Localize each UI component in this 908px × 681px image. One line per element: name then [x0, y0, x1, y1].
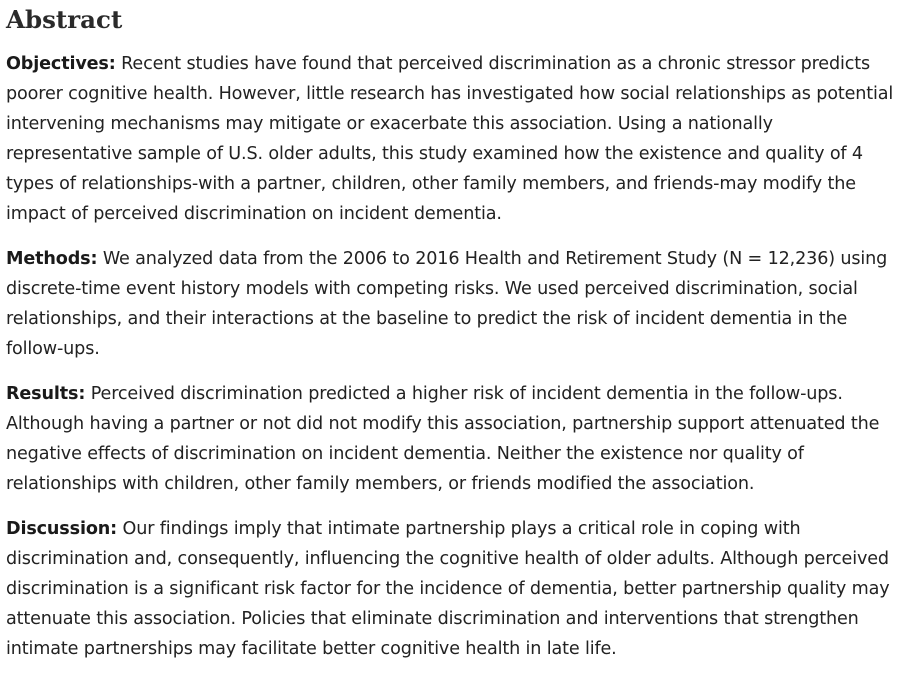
section-text-methods: We analyzed data from the 2006 to 2016 Health and Retirement Study (N = 12,236) using discrete-time event history models with competing risks. We used perceived discrimination, social relationships, and their interactions at the baseline to predict the risk of incident dementia in the follow-ups.	[6, 249, 888, 359]
section-text-objectives: Recent studies have found that perceived discrimination as a chronic stressor predicts poorer cognitive health. However, little research has investigated how social relationships as potential intervening mechanisms may mitigate or exacerbate this association. Using a nationally representative sample of U.S. older adults, this study examined how the existence and quality of 4 types of relationships-with a partner, children, other family members, and friends-may modify the impact of perceived discrimination on incident dementia.	[6, 54, 894, 224]
section-methods	[6, 244, 902, 364]
section-label-discussion: Discussion:	[6, 519, 118, 539]
section-text-discussion: Our findings imply that intimate partnership plays a critical role in coping with discrimination and, consequently, influencing the cognitive health of older adults. Although perceived discrimination is a significant risk factor for the incidence of dementia, better partnership quality may attenuate this association. Policies that eliminate discrimination and interventions that strengthen intimate partnerships may facilitate better cognitive health in late life.	[6, 519, 890, 659]
section-results	[6, 379, 902, 499]
section-text-results: Perceived discrimination predicted a higher risk of incident dementia in the follow-ups. Although having a partner or not did not modify this association, partnership support attenuated the negative effects of discrimination on incident dementia. Neither the existence nor quality of relationships with children, other family members, or friends modified the association.	[6, 384, 880, 494]
section-objectives	[6, 49, 902, 229]
section-label-objectives: Objectives:	[6, 54, 116, 74]
section-discussion	[6, 514, 902, 664]
abstract-heading: Abstract	[6, 5, 123, 34]
section-label-results: Results:	[6, 384, 86, 404]
section-label-methods: Methods:	[6, 249, 98, 269]
